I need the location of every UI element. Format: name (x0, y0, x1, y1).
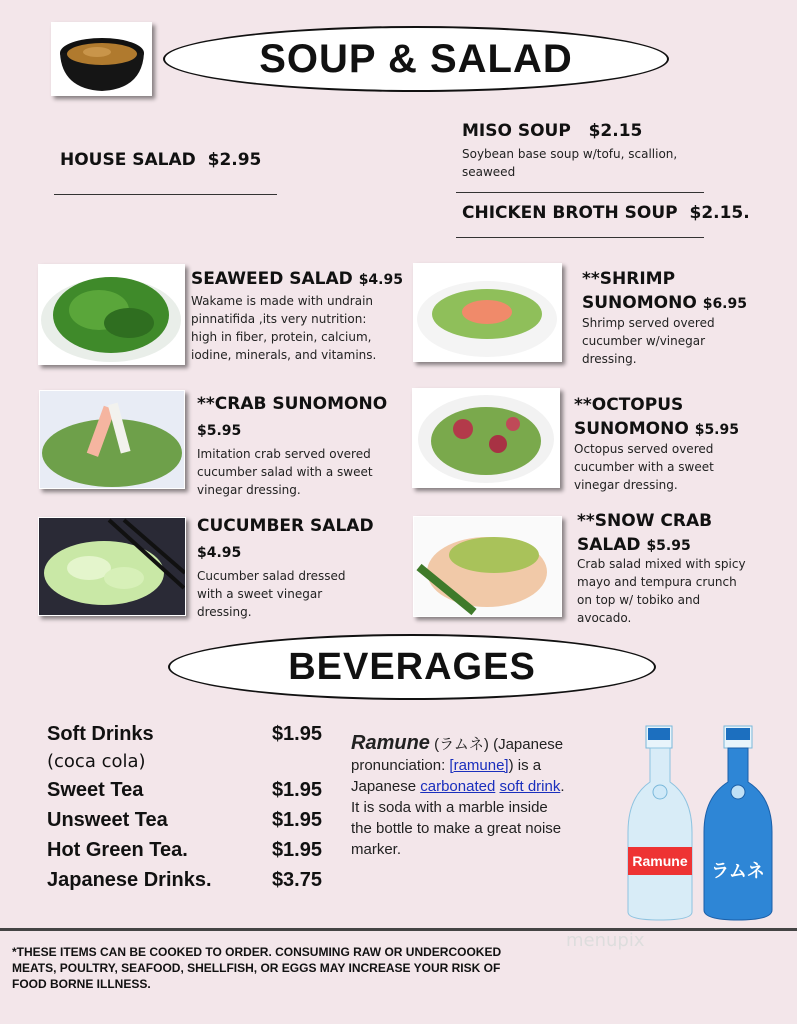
beverage-row (47, 805, 322, 835)
beverage-row (47, 865, 322, 895)
beverages-title: BEVERAGES (168, 634, 656, 700)
ramune-bottle-2 (694, 722, 784, 922)
crab-sunomono-photo (39, 390, 185, 489)
cucumber-salad-heading (197, 514, 374, 565)
divider (54, 194, 277, 195)
shrimp-sunomono-name-2: SUNOMONO (582, 293, 697, 313)
cucumber-salad-photo (38, 517, 186, 616)
octopus-sunomono-price: $5.95 (694, 422, 739, 438)
footer-divider (0, 928, 797, 931)
chicken-broth-heading (462, 201, 750, 225)
ramune-description: Ramune (ラムネ) (Japanese pronunciation: [ramune]) is a Japanese carbonated soft drink. It is soda with a marble inside the bottle to make a great noise marker. (351, 733, 611, 860)
octopus-sunomono-name: **OCTOPUS (574, 395, 684, 415)
beverage-price: $1.95 (271, 809, 322, 831)
ramune-bottle-1 (620, 722, 700, 922)
beverage-price: $3.75 (271, 869, 322, 891)
shrimp-sunomono-price: $6.95 (702, 296, 747, 312)
beverage-name: Soft Drinks (47, 723, 154, 745)
cucumber-salad-name: CUCUMBER SALAD (197, 516, 374, 536)
shrimp-sunomono-photo (413, 263, 562, 362)
page-title: SOUP & SALAD (163, 26, 669, 92)
miso-soup-photo (51, 22, 152, 96)
ramune-line5: the bottle to make a great noise (351, 820, 562, 837)
miso-soup-name: MISO SOUP (462, 121, 571, 141)
carbonated-link[interactable]: carbonated (420, 778, 496, 795)
beverage-row (47, 719, 322, 749)
octopus-sunomono-heading (574, 393, 739, 442)
ramune-bottle-label-jp: ラムネ (711, 861, 765, 882)
cucumber-salad-price: $4.95 (197, 545, 242, 561)
seaweed-salad-photo (38, 264, 185, 365)
beverage-note: (coca cola) (47, 751, 146, 772)
seaweed-salad-desc: Wakame is made with undrain pinnatifida ,its very nutrition: high in fiber, protein, calcium, iodine, minerals, and vitamins. (191, 294, 377, 362)
miso-soup-desc: Soybean base soup w/tofu, scallion, seaweed (462, 147, 678, 179)
ramune-japanese: (ラムネ) (Japanese (434, 736, 564, 753)
chicken-broth-price: $2.15. (689, 203, 750, 223)
ramune-name: Ramune (351, 732, 430, 754)
ramune-line3: Japanese (351, 778, 417, 795)
snow-crab-salad-heading (577, 509, 712, 558)
beverage-row (47, 775, 322, 805)
crab-sunomono-desc: Imitation crab served overed cucumber salad with a sweet vinegar dressing. (197, 447, 373, 497)
snow-crab-salad-price: $5.95 (646, 538, 691, 554)
miso-soup-price: $2.15 (588, 121, 643, 141)
snow-crab-salad-photo (413, 516, 562, 617)
beverage-price: $1.95 (271, 839, 322, 861)
shrimp-sunomono-heading (582, 267, 747, 316)
disclaimer-line-1: *THESE ITEMS CAN BE COOKED TO ORDER. CONSUMING RAW OR UNDERCOOKED (12, 945, 502, 959)
divider (456, 237, 704, 238)
seaweed-salad-heading (191, 267, 403, 292)
crab-sunomono-heading (197, 392, 387, 443)
octopus-sunomono-desc: Octopus served overed cucumber with a sweet vinegar dressing. (574, 442, 714, 492)
disclaimer-line-2: MEATS, POULTRY, SEAFOOD, SHELLFISH, OR EGGS MAY INCREASE YOUR RISK OF (12, 961, 501, 975)
divider (456, 192, 704, 193)
snow-crab-salad-desc: Crab salad mixed with spicy mayo and tempura crunch on top w/ tobiko and avocado. (577, 557, 746, 625)
beverage-row (47, 835, 322, 865)
ramune-bottle-label: Ramune (632, 853, 688, 869)
disclaimer-line-3: FOOD BORNE ILLNESS. (12, 977, 151, 991)
shrimp-sunomono-desc: Shrimp served overed cucumber w/vinegar dressing. (582, 316, 715, 366)
ramune-line6: marker. (351, 841, 402, 858)
watermark: menupix (566, 930, 645, 951)
seaweed-salad-name: SEAWEED SALAD (191, 269, 353, 289)
beverage-name: Sweet Tea (47, 779, 144, 801)
octopus-sunomono-name-2: SUNOMONO (574, 419, 689, 439)
crab-sunomono-name: **CRAB SUNOMONO (197, 394, 388, 414)
footer-disclaimer (12, 944, 612, 992)
beverage-name: Japanese Drinks. (47, 869, 212, 891)
cucumber-salad-desc: Cucumber salad dressed with a sweet vinegar dressing. (197, 569, 346, 619)
beverage-price: $1.95 (271, 779, 322, 801)
ramune-pron-after: ) is a (508, 757, 542, 774)
seaweed-salad-price: $4.95 (358, 272, 403, 288)
beverage-name: Hot Green Tea. (47, 839, 188, 861)
snow-crab-salad-name: **SNOW CRAB (577, 511, 713, 531)
shrimp-sunomono-name: **SHRIMP (582, 269, 676, 289)
ramune-pron-link[interactable]: [ramune] (449, 757, 509, 774)
octopus-sunomono-photo (412, 388, 560, 488)
crab-sunomono-price: $5.95 (197, 423, 242, 439)
beverage-price: $1.95 (271, 723, 322, 745)
ramune-line4: It is soda with a marble inside (351, 799, 548, 816)
beverage-name: Unsweet Tea (47, 809, 168, 831)
house-salad-heading (60, 148, 261, 172)
soft-drink-link[interactable]: soft drink (499, 778, 561, 795)
house-salad-name: HOUSE SALAD (60, 150, 196, 170)
beverage-list (47, 719, 322, 895)
house-salad-price: $2.95 (207, 150, 262, 170)
chicken-broth-name: CHICKEN BROTH SOUP (462, 203, 678, 223)
ramune-pron: pronunciation: (351, 757, 446, 774)
snow-crab-salad-name-2: SALAD (577, 535, 641, 555)
miso-soup-heading (462, 119, 642, 143)
